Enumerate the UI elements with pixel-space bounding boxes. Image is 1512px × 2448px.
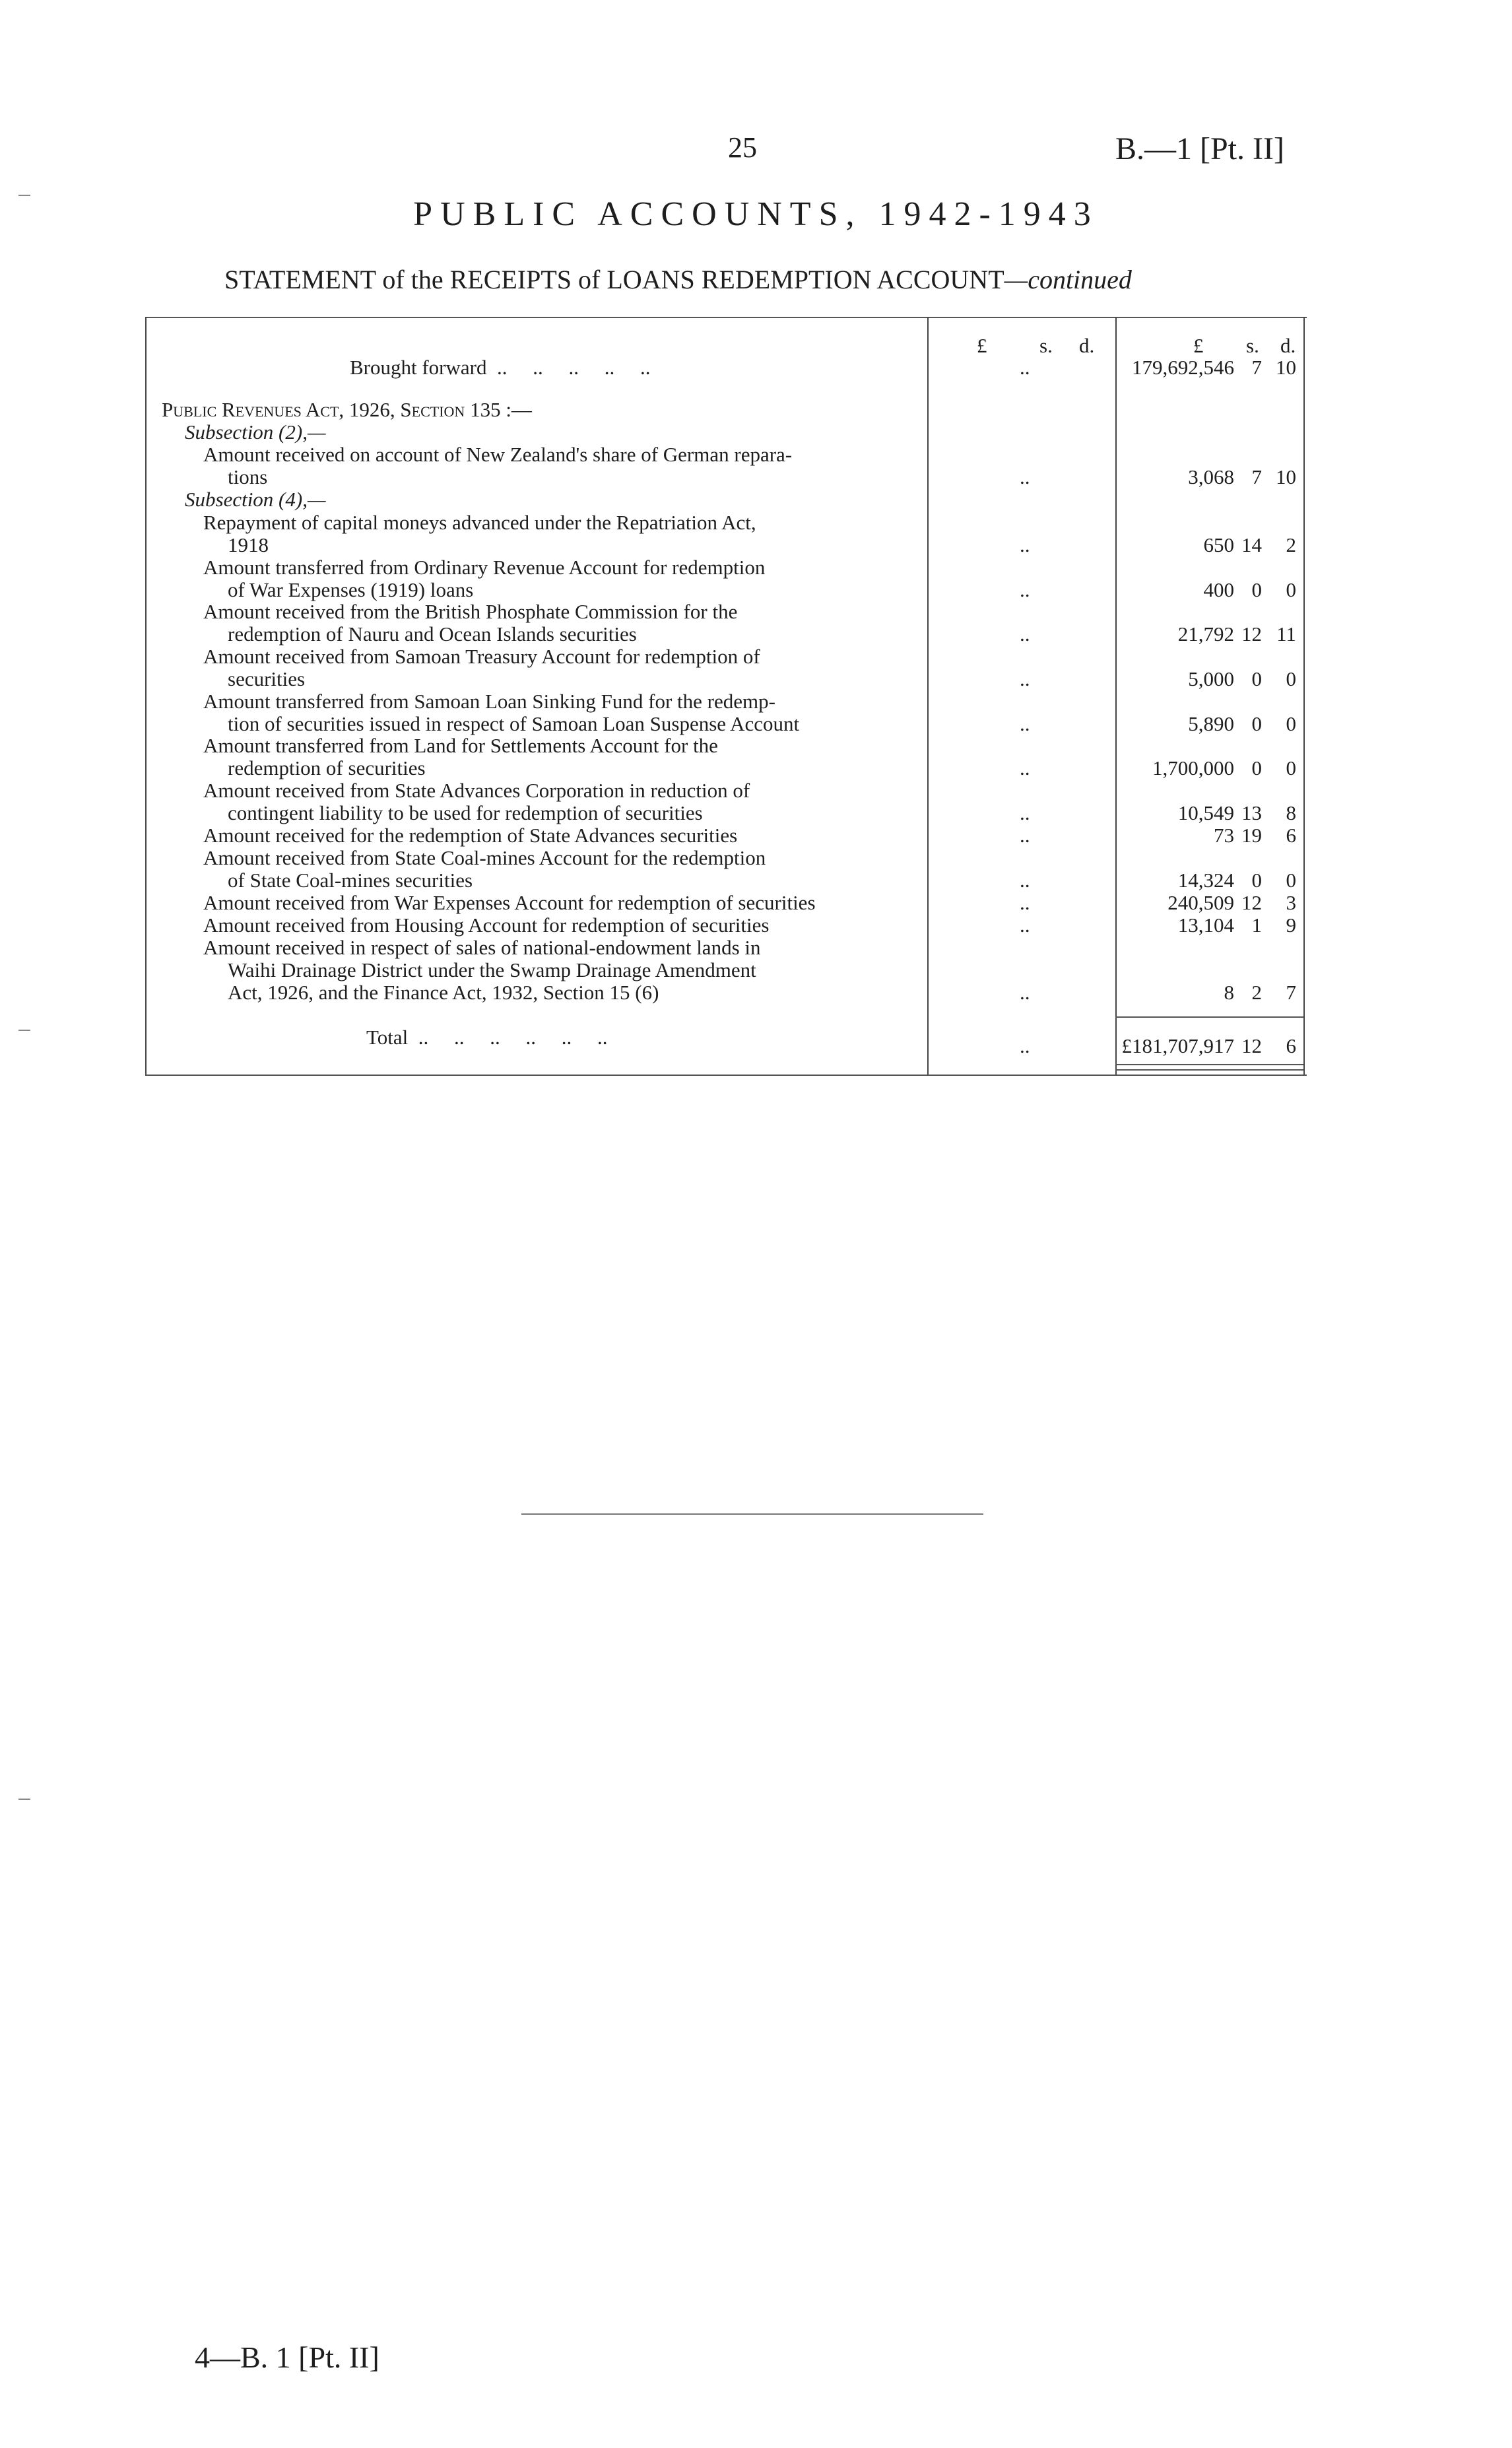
row-col1-value: .. (1020, 869, 1030, 892)
row-description-line: redemption of securities (228, 756, 426, 779)
row-shillings: 12 (1241, 622, 1262, 645)
row-pence: 9 (1286, 913, 1296, 937)
row-description-line: Waihi Drainage District under the Swamp Drainage Amendment (228, 958, 756, 981)
row-shillings: 14 (1241, 533, 1262, 556)
act-heading: Public Revenues Act, 1926, Section 135 :— (162, 398, 532, 421)
table-right-border (1303, 317, 1305, 1076)
row-description-line: of War Expenses (1919) loans (228, 578, 474, 601)
row-description-line: Amount transferred from Ordinary Revenue Account for redemption (203, 556, 766, 579)
row-shillings: 13 (1241, 801, 1262, 824)
column-divider-1 (927, 317, 929, 1076)
row-description-line: Amount received from State Coal-mines Account for the redemption (203, 846, 766, 869)
table-top-rule (145, 317, 1307, 318)
col1-header-pound: £ (977, 334, 987, 357)
row-description-line: tions (228, 465, 268, 488)
row-col1-value: .. (1020, 981, 1030, 1004)
brought-forward-pence: 10 (1276, 356, 1296, 379)
row-pounds: 13,104 (1177, 913, 1234, 937)
col2-header-pound: £ (1193, 334, 1204, 357)
row-description-line: Amount received from State Advances Corporation in reduction of (203, 779, 750, 802)
row-pence: 0 (1286, 578, 1296, 601)
row-pounds: 5,000 (1188, 667, 1234, 690)
row-shillings: 0 (1251, 756, 1262, 779)
row-description-line: Amount received on account of New Zealand's share of German repara- (203, 443, 793, 466)
total-double-rule-1 (1115, 1064, 1303, 1065)
row-description-line: Amount transferred from Land for Settlements Account for the (203, 734, 718, 757)
row-pounds: 10,549 (1177, 801, 1234, 824)
subsection-4-heading: Subsection (4),— (185, 488, 326, 511)
row-shillings: 0 (1251, 667, 1262, 690)
total-pence: 6 (1286, 1034, 1296, 1057)
row-shillings: 1 (1251, 913, 1262, 937)
margin-mark (18, 195, 30, 196)
row-col1-value: .. (1020, 578, 1030, 601)
row-pounds: 73 (1214, 824, 1234, 847)
col1-header-shillings: s. (1039, 334, 1053, 357)
col2-header-pence: d. (1280, 334, 1296, 357)
row-col1-value: .. (1020, 465, 1030, 488)
row-pounds: 21,792 (1177, 622, 1234, 645)
brought-forward-pounds: 179,692,546 (1132, 356, 1234, 379)
table-bottom-rule (145, 1075, 1307, 1076)
col2-header-shillings: s. (1246, 334, 1259, 357)
row-col1-value: .. (1020, 622, 1030, 645)
row-pounds: 3,068 (1188, 465, 1234, 488)
row-pence: 0 (1286, 667, 1296, 690)
row-pence: 3 (1286, 891, 1296, 914)
row-pounds: 1,700,000 (1152, 756, 1234, 779)
row-shillings: 12 (1241, 891, 1262, 914)
row-description-line: securities (228, 667, 306, 690)
row-description-line: Amount received from Housing Account for redemption of securities (203, 913, 770, 937)
row-description-line: Amount transferred from Samoan Loan Sinking Fund for the redemp- (203, 690, 775, 713)
column-divider-2 (1115, 317, 1117, 1076)
row-pounds: 650 (1203, 533, 1234, 556)
row-pence: 2 (1286, 533, 1296, 556)
document-reference: B.—1 [Pt. II] (1115, 131, 1284, 166)
row-description-line: tion of securities issued in respect of Samoan Loan Suspense Account (228, 712, 800, 735)
row-shillings: 0 (1251, 712, 1262, 735)
end-separator-rule (521, 1513, 983, 1515)
subsection-2-heading: Subsection (2),— (185, 420, 326, 444)
row-shillings: 2 (1251, 981, 1262, 1004)
row-pence: 6 (1286, 824, 1296, 847)
row-description-line: Amount received from the British Phosphate Commission for the (203, 600, 738, 623)
subtitle-continued: —continued (1004, 265, 1132, 294)
row-shillings: 0 (1251, 869, 1262, 892)
footer-signature: 4—B. 1 [Pt. II] (195, 2340, 379, 2374)
row-pounds: 240,509 (1167, 891, 1234, 914)
col1-header-pence: d. (1079, 334, 1095, 357)
row-pence: 0 (1286, 756, 1296, 779)
row-col1-value: .. (1020, 913, 1030, 937)
row-pounds: 14,324 (1177, 869, 1234, 892)
table-left-border (145, 317, 147, 1076)
row-col1-value: .. (1020, 712, 1030, 735)
row-pounds: 400 (1203, 578, 1234, 601)
page-title: PUBLIC ACCOUNTS, 1942-1943 (413, 195, 1099, 233)
row-col1-value: .. (1020, 801, 1030, 824)
row-pounds: 8 (1224, 981, 1234, 1004)
row-description-line: Amount received for the redemption of State Advances securities (203, 824, 738, 847)
row-pence: 0 (1286, 869, 1296, 892)
total-shillings: 12 (1241, 1034, 1262, 1057)
row-pence: 7 (1286, 981, 1296, 1004)
row-col1-value: .. (1020, 824, 1030, 847)
row-description-line: of State Coal-mines securities (228, 869, 473, 892)
row-description-line: Amount received from War Expenses Account for redemption of securities (203, 891, 816, 914)
row-description-line: Amount received in respect of sales of national-endowment lands in (203, 936, 761, 959)
row-description-line: redemption of Nauru and Ocean Islands securities (228, 622, 637, 645)
row-description-line: Amount received from Samoan Treasury Account for redemption of (203, 645, 760, 668)
row-description-line: Act, 1926, and the Finance Act, 1932, Section 15 (6) (228, 981, 659, 1004)
row-col1-value: .. (1020, 667, 1030, 690)
total-double-rule-2 (1115, 1069, 1303, 1071)
row-pounds: 5,890 (1188, 712, 1234, 735)
row-pence: 11 (1276, 622, 1296, 645)
row-col1-value: .. (1020, 756, 1030, 779)
row-col1-value: .. (1020, 891, 1030, 914)
row-shillings: 7 (1251, 465, 1262, 488)
brought-forward-label: Brought forward .. .. .. .. .. (350, 356, 651, 379)
total-top-rule (1115, 1016, 1303, 1018)
row-shillings: 19 (1241, 824, 1262, 847)
row-shillings: 0 (1251, 578, 1262, 601)
page-number: 25 (728, 131, 757, 164)
total-col1: .. (1020, 1034, 1030, 1057)
statement-subtitle (224, 264, 1132, 295)
row-pence: 10 (1276, 465, 1296, 488)
row-pence: 8 (1286, 801, 1296, 824)
row-description-line: Repayment of capital moneys advanced under the Repatriation Act, (203, 511, 756, 534)
row-description-line: 1918 (228, 533, 269, 556)
margin-mark (18, 1030, 30, 1031)
brought-forward-shillings: 7 (1251, 356, 1262, 379)
subtitle-main: STATEMENT of the RECEIPTS of LOANS REDEMPTION ACCOUNT (224, 265, 1004, 294)
brought-forward-col1: .. (1020, 356, 1030, 379)
margin-mark (18, 1799, 30, 1800)
row-description-line: contingent liability to be used for redemption of securities (228, 801, 703, 824)
row-col1-value: .. (1020, 533, 1030, 556)
row-pence: 0 (1286, 712, 1296, 735)
total-pounds: £181,707,917 (1121, 1034, 1234, 1057)
total-label: Total .. .. .. .. .. .. (366, 1026, 608, 1049)
